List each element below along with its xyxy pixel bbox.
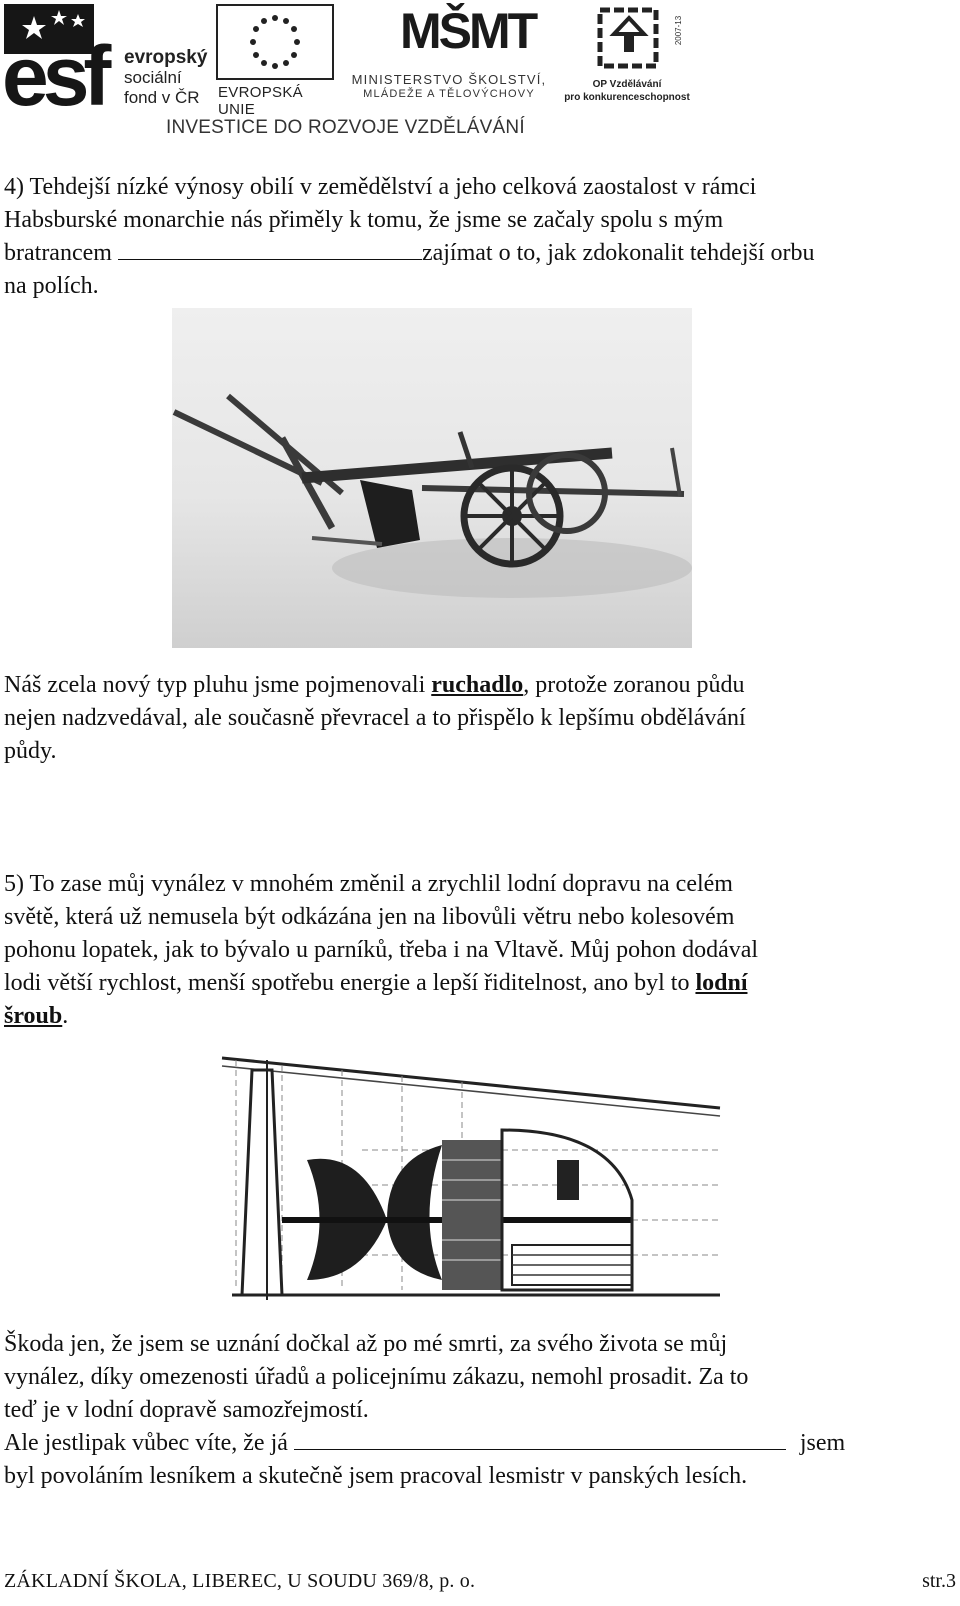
eu-label: EVROPSKÁ UNIE bbox=[218, 84, 303, 118]
msmt-mark: MŠMT bbox=[400, 3, 536, 59]
eu-flag-icon bbox=[216, 4, 334, 80]
propeller-icon bbox=[212, 1050, 724, 1310]
question-4-text: 4) Tehdejší nízké výnosy obilí v zemědělství a jeho celková zaostalost v rámci Habsburské monarchie nás přiměly k tomu, že jsme se začaly spolu s mým bratrancem zajímat o to, jak zdokonalit tehdejší orbu na polích. bbox=[4, 174, 815, 299]
esf-mark: esf bbox=[2, 29, 106, 123]
op-caption: OP Vzdělávání pro konkurenceschopnost bbox=[564, 79, 690, 103]
question-4-answer: Náš zcela nový typ pluhu jsme pojmenovali ruchadlo, protože zoranou půdu nejen nadzvedával, ale současně převracel a to přispělo k lepšímu obdělávání půdy. bbox=[4, 672, 746, 764]
slogan: INVESTICE DO ROZVOJE VZDĚLÁVÁNÍ bbox=[166, 117, 525, 138]
op-logo bbox=[560, 4, 694, 104]
esf-logo bbox=[2, 4, 214, 123]
op-emblem-icon bbox=[594, 4, 664, 74]
answer-blank-4[interactable] bbox=[118, 237, 422, 260]
answer-blank-5[interactable] bbox=[294, 1427, 786, 1450]
eu-logo bbox=[216, 4, 340, 118]
ship-propeller-drawing bbox=[212, 1050, 724, 1310]
plough-icon bbox=[172, 308, 692, 648]
op-side-label: 2007-13 bbox=[674, 15, 684, 46]
page-number: str.3 bbox=[922, 1570, 956, 1592]
plough-photo bbox=[172, 308, 692, 648]
question-5-text: 5) To zase můj vynález v mnohém změnil a zrychlil lodní dopravu na celém světě, která už nemusela být odkázána jen na libovůli větru nebo kolesovém pohonu lopatek, jak to bývalo u parníků, třeba i na Vltavě. Můj pohon dodával lodi větší rychlost, menší spotřebu energie a lepší řiditelnost, ano byl to lodní šroub. bbox=[4, 871, 759, 1029]
footer-school: ZÁKLADNÍ ŠKOLA, LIBEREC, U SOUDU 369/8, p. o. bbox=[4, 1570, 476, 1592]
keyword-ruchadlo: ruchadlo bbox=[431, 672, 524, 698]
msmt-logo bbox=[344, 0, 554, 104]
esf-caption: evropský sociální fond v ČR bbox=[124, 47, 208, 107]
keyword-sroub: šroub bbox=[4, 1003, 63, 1029]
question-5-continuation: Škoda jen, že jsem se uznání dočkal až po mé smrti, za svého života se můj vynález, díky omezenosti úřadů a policejnímu zákazu, nemohl prosadit. Za to teď je v lodní dopravě samozřejmostí. Ale jestlipak vůbec víte, že já jsem byl povoláním lesníkem a skutečně jsem pracoval lesmistr v panských lesích. bbox=[4, 1331, 846, 1489]
keyword-lodni: lodní bbox=[695, 970, 748, 996]
msmt-caption: MINISTERSTVO ŠKOLSTVÍ, MLÁDEŽE A TĚLOVÝCHOVY bbox=[351, 72, 547, 100]
